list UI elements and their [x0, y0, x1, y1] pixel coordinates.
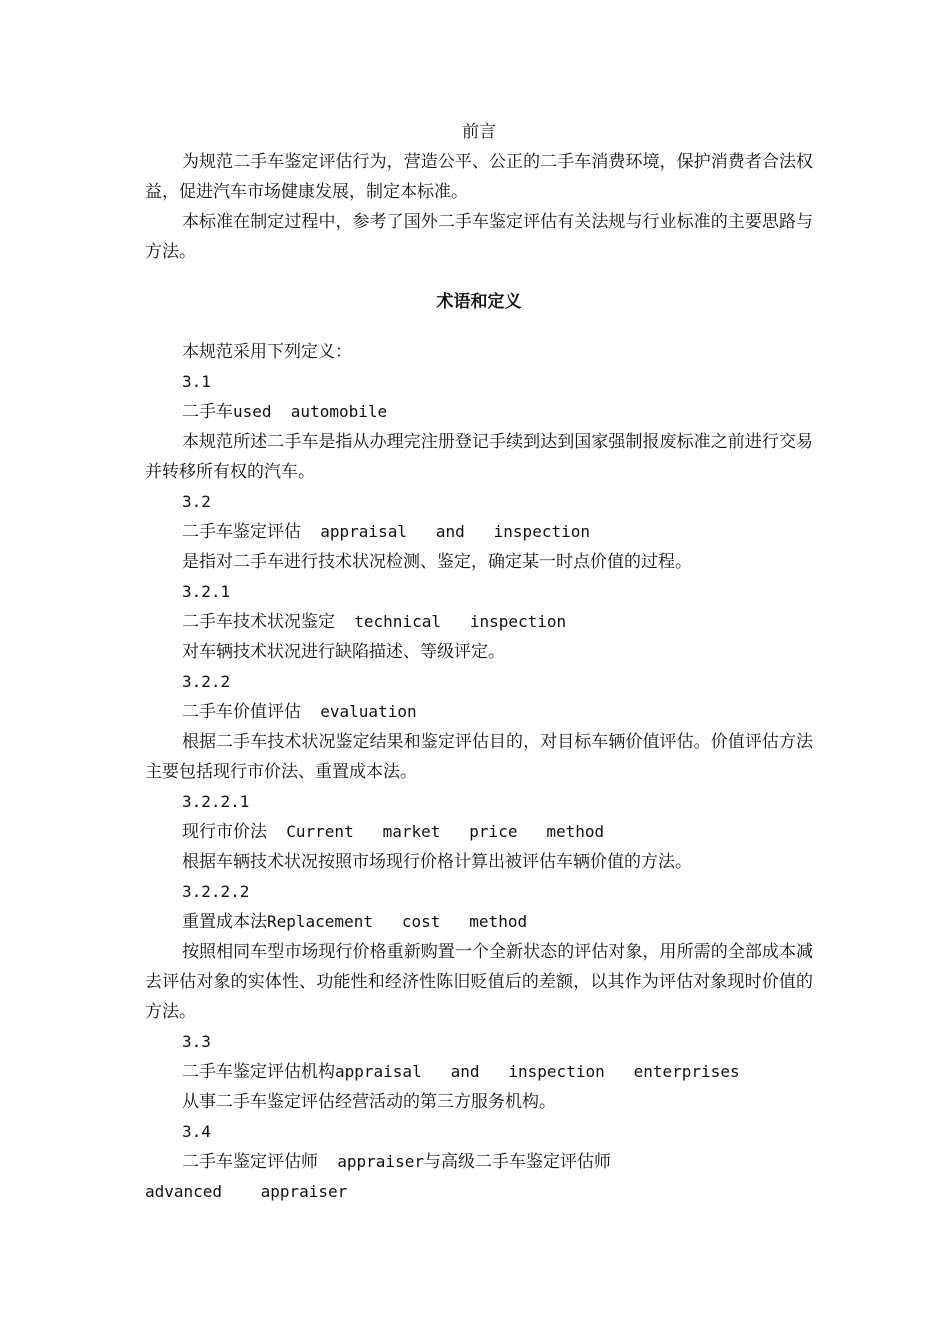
term-cn: 二手车 — [182, 402, 233, 422]
term-title — [145, 517, 813, 547]
term-definition: 按照相同车型市场现行价格重新购置一个全新状态的评估对象，用所需的全部成本减去评估对象的实体性、功能性和经济性陈旧贬值后的差额，以其作为评估对象现时价值的方法。 — [145, 942, 813, 1022]
term-title — [145, 397, 813, 427]
term-en: Replacement cost method — [267, 912, 528, 931]
term-en: used automobile — [233, 402, 388, 421]
term-en: evaluation — [301, 702, 417, 721]
preface-title: 前言 — [462, 122, 496, 142]
term-en: Current market price method — [267, 822, 605, 841]
terms-section-title: 术语和定义 — [436, 292, 522, 312]
term-definition: 从事二手车鉴定评估经营活动的第三方服务机构。 — [182, 1092, 556, 1112]
term-cn: 二手车鉴定评估师 — [182, 1152, 318, 1172]
term-definition: 对车辆技术状况进行缺陷描述、等级评定。 — [182, 642, 505, 662]
term-cn: 二手车技术状况鉴定 — [182, 612, 335, 632]
term-definition: 是指对二手车进行技术状况检测、鉴定，确定某一时点价值的过程。 — [182, 552, 692, 572]
term-number: 3.2.1 — [182, 582, 231, 601]
term-definition: 根据车辆技术状况按照市场现行价格计算出被评估车辆价值的方法。 — [182, 852, 692, 872]
term-number: 3.4 — [182, 1122, 211, 1141]
term-title — [145, 607, 813, 637]
preface-paragraph-2: 本标准在制定过程中，参考了国外二手车鉴定评估有关法规与行业标准的主要思路与方法。 — [145, 212, 813, 262]
term-cn: 重置成本法 — [182, 912, 267, 932]
term-cn: 二手车鉴定评估 — [182, 522, 301, 542]
term-number: 3.2 — [182, 492, 211, 511]
spacer — [145, 267, 813, 287]
term-cn: 二手车价值评估 — [182, 702, 301, 722]
term-definition: 本规范所述二手车是指从办理完注册登记手续到达到国家强制报废标准之前进行交易并转移所有权的汽车。 — [145, 432, 813, 482]
term-definition: 根据二手车技术状况鉴定结果和鉴定评估目的，对目标车辆价值评估。价值评估方法主要包括现行市价法、重置成本法。 — [145, 732, 813, 782]
term-number: 3.2.2.2 — [182, 882, 250, 901]
document-body — [145, 117, 813, 1207]
term-en: appraisal and inspection — [301, 522, 590, 541]
term-title — [145, 817, 813, 847]
term-cn: 现行市价法 — [182, 822, 267, 842]
term-title — [145, 1057, 813, 1087]
terms-intro: 本规范采用下列定义： — [182, 342, 352, 362]
preface-paragraph-1: 为规范二手车鉴定评估行为，营造公平、公正的二手车消费环境，保护消费者合法权益，促进汽车市场健康发展，制定本标准。 — [145, 152, 813, 202]
term-en: technical inspection — [335, 612, 567, 631]
term-number: 3.3 — [182, 1032, 211, 1051]
term-en-2: advanced appraiser — [145, 1182, 348, 1201]
term-number: 3.1 — [182, 372, 211, 391]
term-title — [145, 1147, 813, 1177]
term-title — [145, 697, 813, 727]
term-en: appraiser — [318, 1152, 424, 1171]
term-number: 3.2.2 — [182, 672, 231, 691]
term-cn: 二手车鉴定评估机构 — [182, 1062, 335, 1082]
term-cn-2: 与高级二手车鉴定评估师 — [423, 1152, 611, 1172]
term-title — [145, 907, 813, 937]
term-number: 3.2.2.1 — [182, 792, 250, 811]
term-en: appraisal and inspection enterprises — [335, 1062, 740, 1081]
spacer — [145, 317, 813, 337]
